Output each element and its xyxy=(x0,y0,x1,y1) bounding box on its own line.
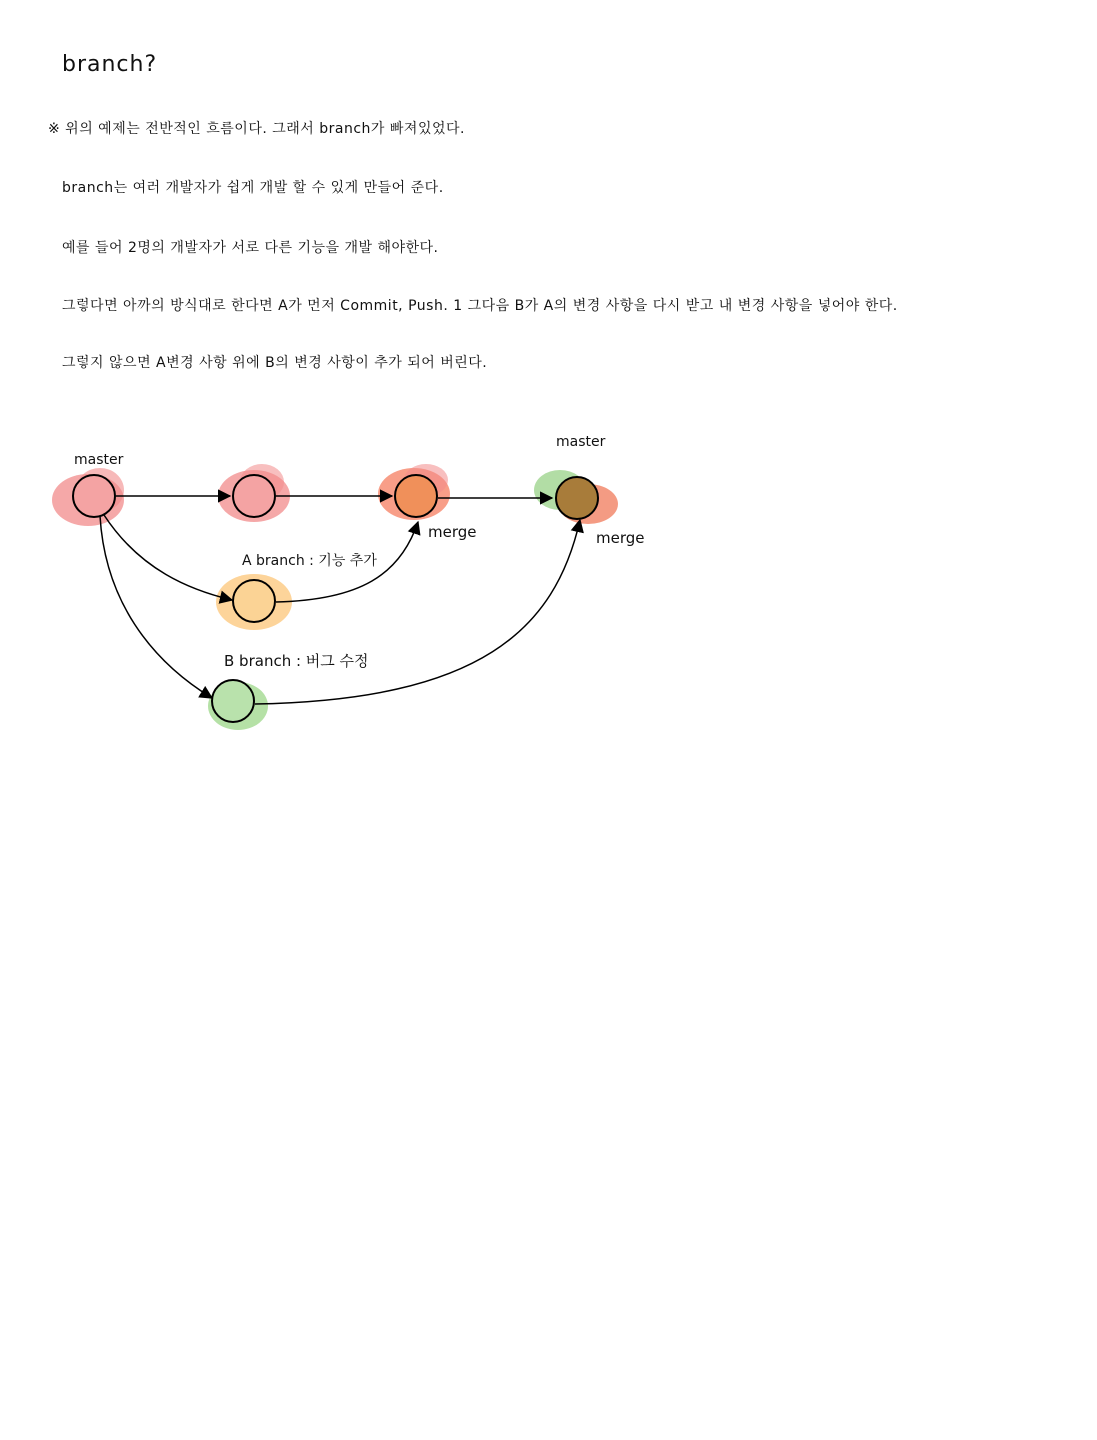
label-master-end: master xyxy=(556,434,606,450)
note-line-2: branch는 여러 개발자가 쉽게 개발 할 수 있게 만들어 준다. xyxy=(62,180,444,196)
label-merge-2: merge xyxy=(596,529,645,547)
edge-master-to-b xyxy=(100,516,212,698)
note-line-5: 그렇지 않으면 A변경 사항 위에 B의 변경 사항이 추가 되어 버린다. xyxy=(62,355,488,371)
node-merge-1 xyxy=(395,475,437,517)
node-master-start xyxy=(73,475,115,517)
note-line-1: ※ 위의 예제는 전반적인 흐름이다. 그래서 branch가 빠져있었다. xyxy=(48,121,465,137)
node-a-branch xyxy=(233,580,275,622)
node-merge-2 xyxy=(556,477,598,519)
label-b-branch: B branch : 버그 수정 xyxy=(224,652,369,670)
note-line-4: 그렇다면 아까의 방식대로 한다면 A가 먼저 Commit, Push. 1 그다음 B가 A의 변경 사항을 다시 받고 내 변경 사항을 넣어야 한다. xyxy=(62,298,898,314)
page-title: branch? xyxy=(62,52,158,77)
label-master-start: master xyxy=(74,452,124,468)
edge-master-to-a xyxy=(104,515,232,600)
node-b-branch xyxy=(212,680,254,722)
note-line-3: 예를 들어 2명의 개발자가 서로 다른 기능을 개발 해야한다. xyxy=(62,240,439,256)
label-a-branch: A branch : 기능 추가 xyxy=(242,553,377,569)
node-master-mid xyxy=(233,475,275,517)
edge-b-to-merge2 xyxy=(255,520,580,704)
label-merge-1: merge xyxy=(428,523,477,541)
